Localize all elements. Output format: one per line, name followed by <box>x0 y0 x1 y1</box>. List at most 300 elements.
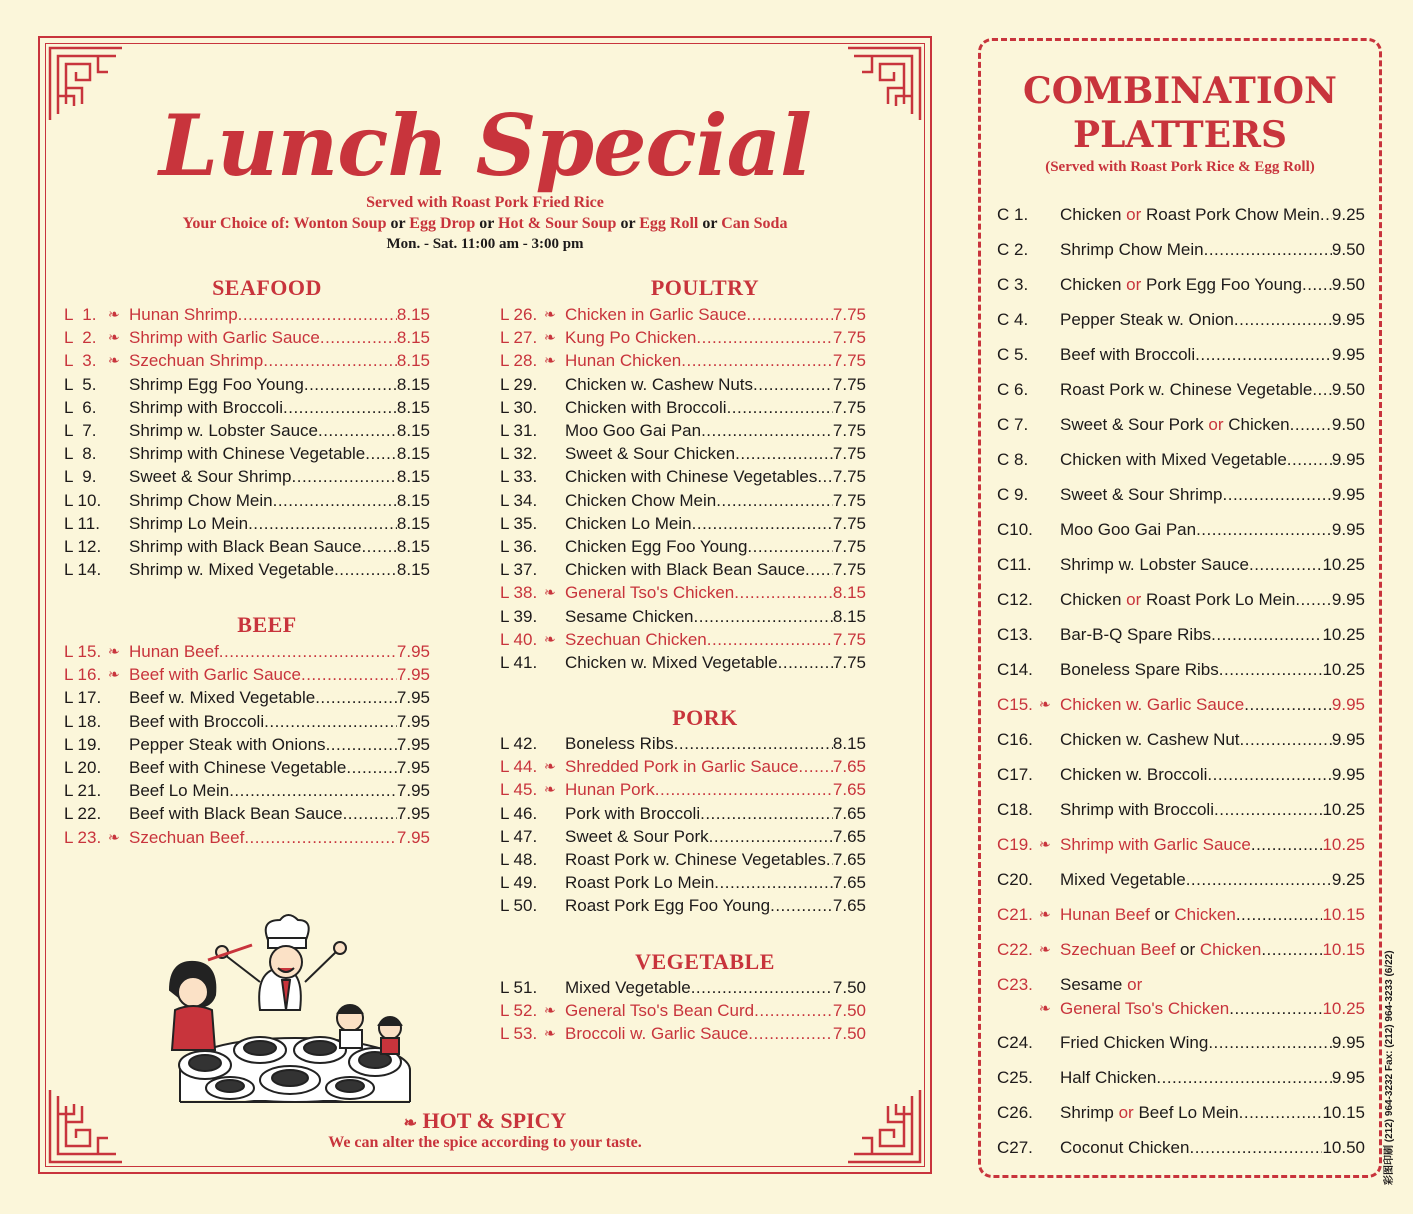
item-name: Sweet & Sour Pork <box>565 826 709 846</box>
item-price: 7.75 <box>832 444 866 464</box>
hot-pepper-icon: ❧ <box>544 1002 556 1019</box>
item-name: Beef with Chinese Vegetable <box>129 758 347 777</box>
item-price: 7.75 <box>832 351 866 371</box>
item-price: 7.95 <box>396 804 430 824</box>
item-price: 9.95 <box>1331 450 1365 469</box>
item-name: Chicken Egg Foo Young <box>565 537 748 556</box>
dot-leader <box>238 303 397 326</box>
combo-item <box>997 867 1365 892</box>
item-name-part: Roast Pork Lo Mein <box>1146 590 1296 609</box>
item-name-part: Half Chicken <box>1060 1068 1157 1087</box>
item-code: L 37. <box>500 560 538 580</box>
dot-leader <box>248 512 397 535</box>
item-name: Shrimp Egg Foo Young <box>129 374 304 394</box>
item-price: 7.65 <box>832 803 866 823</box>
dot-leader <box>1312 377 1332 402</box>
item-price: 7.75 <box>832 490 866 510</box>
dot-leader <box>1156 1065 1332 1090</box>
choice-prefix: Your Choice of: <box>182 215 290 232</box>
item-price: 7.75 <box>832 629 866 649</box>
item-name <box>1060 692 1244 717</box>
item-code: C 5. <box>997 345 1029 364</box>
item-name: Chicken Lo Mein <box>565 513 692 533</box>
item-name: Pepper Steak with Onions <box>129 734 326 754</box>
choice-3: Hot & Sour Soup <box>498 215 617 232</box>
dot-leader <box>263 349 397 372</box>
corner-ornament-bottom-left <box>46 1086 126 1166</box>
dot-leader <box>1204 237 1332 262</box>
item-price: 9.25 <box>1331 870 1365 889</box>
item-price: 8.15 <box>396 490 430 510</box>
item-name-part: Pork Egg Foo Young <box>1146 275 1302 294</box>
combo-title-line2: PLATTERS <box>1073 114 1287 156</box>
hot-pepper-icon: ❧ <box>544 329 556 346</box>
dot-leader <box>1211 622 1322 647</box>
item-price: 7.75 <box>832 421 866 440</box>
item-name <box>1060 937 1261 962</box>
item-code: C 3. <box>997 275 1029 294</box>
item-code: L 49. <box>500 873 538 893</box>
dot-leader <box>1249 552 1322 577</box>
item-code: L 35. <box>500 513 538 533</box>
menu-item-seafood <box>64 535 430 558</box>
item-name-part: Szechuan Beef <box>1060 940 1176 959</box>
item-name <box>1060 832 1251 857</box>
item-name: Shrimp w. Lobster Sauce <box>129 421 318 440</box>
item-name: Shrimp with Garlic Sauce <box>129 328 320 348</box>
combo-subtitle: (Served with Roast Pork Rice & Egg Roll) <box>1045 159 1315 175</box>
item-price: 7.75 <box>832 537 866 556</box>
dot-leader <box>770 894 833 917</box>
dot-leader <box>700 802 833 825</box>
item-name: Chicken w. Mixed Vegetable <box>565 653 778 672</box>
item-price: 7.50 <box>832 978 866 997</box>
combo-item <box>997 272 1365 297</box>
or-word: or <box>1127 975 1143 994</box>
item-price: 9.50 <box>1331 415 1365 434</box>
item-name: Broccoli w. Garlic Sauce <box>565 1024 749 1044</box>
item-price: 9.95 <box>1331 1068 1365 1087</box>
dot-leader <box>754 999 833 1022</box>
or-word: or <box>702 215 718 232</box>
item-code: L 46. <box>500 803 538 823</box>
dot-leader <box>1251 832 1323 857</box>
item-price: 8.15 <box>396 421 430 440</box>
item-name <box>1060 902 1236 927</box>
combo-item <box>997 1030 1365 1055</box>
item-price: 7.75 <box>832 397 866 417</box>
item-code: C 6. <box>997 380 1029 399</box>
item-code: C27. <box>997 1138 1033 1157</box>
combo-title-line1: COMBINATION <box>1023 70 1337 112</box>
item-name-part: Beef Lo Mein <box>1138 1103 1239 1122</box>
choice-2: Egg Drop <box>409 215 476 232</box>
item-code: C22. <box>997 940 1033 959</box>
item-name-part: Chicken w. Cashew Nut <box>1060 730 1240 749</box>
item-price: 9.50 <box>1331 380 1365 399</box>
item-name: Hunan Chicken <box>565 351 682 371</box>
item-name-part: Shrimp with Broccoli <box>1060 800 1214 819</box>
item-name: Hunan Pork <box>565 780 655 800</box>
vegetable-section-title: VEGETABLE <box>635 949 775 974</box>
pork-section-title: PORK <box>672 705 738 730</box>
or-word: or <box>390 215 406 232</box>
menu-item-seafood <box>64 442 430 465</box>
item-name <box>1060 412 1290 437</box>
corner-ornament-top-left <box>46 44 126 124</box>
menu-item-beef <box>64 686 430 709</box>
combo-item <box>997 412 1365 437</box>
choice-5: Can Soda <box>721 215 788 232</box>
hot-pepper-icon: ❧ <box>544 352 556 369</box>
item-name: Sesame Chicken <box>565 606 694 626</box>
item-price: 9.95 <box>1331 765 1365 784</box>
item-name <box>1060 447 1287 472</box>
menu-item-poultry <box>500 419 866 442</box>
item-name: Beef Lo Mein <box>129 781 230 801</box>
item-code: C 1. <box>997 205 1029 224</box>
hot-pepper-icon: ❧ <box>544 584 556 601</box>
dot-leader <box>1240 727 1332 752</box>
item-name-part: Boneless Spare Ribs <box>1060 660 1219 679</box>
dot-leader <box>283 396 397 419</box>
item-name-part: Roast Pork Chow Mein <box>1146 205 1320 224</box>
item-name-part: Sweet & Sour Pork <box>1060 415 1204 434</box>
dot-leader <box>320 326 397 349</box>
dot-leader <box>1207 762 1332 787</box>
menu-item-beef <box>64 733 430 756</box>
item-code: C12. <box>997 590 1033 609</box>
combo-item <box>997 1135 1365 1160</box>
item-name: Chicken in Garlic Sauce <box>565 305 747 324</box>
combination-platters-title <box>981 69 1379 157</box>
item-code: L 11. <box>64 513 100 533</box>
dot-leader <box>346 756 397 779</box>
item-price: 7.75 <box>832 467 866 487</box>
item-name <box>1060 517 1196 542</box>
combo-item <box>997 797 1365 822</box>
item-price: 10.25 <box>1322 660 1365 679</box>
item-price: 9.95 <box>1331 310 1365 329</box>
item-code: C14. <box>997 660 1033 679</box>
item-code: L 14. <box>64 560 102 580</box>
item-price: 10.15 <box>1322 940 1365 959</box>
item-name: Hunan Beef <box>129 642 219 661</box>
item-price: 8.15 <box>396 537 430 556</box>
menu-item-beef <box>64 640 430 663</box>
dot-leader <box>301 663 397 686</box>
item-code: L 42. <box>500 734 538 753</box>
combo-item <box>997 832 1365 857</box>
item-code: L 28. <box>500 351 538 371</box>
combo-item <box>997 657 1365 682</box>
item-name: Shrimp Lo Mein <box>129 513 249 533</box>
item-code: L 53. <box>500 1024 538 1044</box>
item-price: 7.75 <box>832 328 866 348</box>
dot-leader <box>365 442 397 465</box>
item-price: 8.15 <box>396 351 430 371</box>
menu-item-pork <box>500 778 866 801</box>
dot-leader <box>229 779 397 802</box>
item-code: C25. <box>997 1068 1033 1087</box>
item-name: Szechuan Beef <box>129 827 245 847</box>
item-price: 8.15 <box>832 734 866 753</box>
item-price: 7.50 <box>832 1024 866 1044</box>
item-price: 9.95 <box>1331 520 1365 539</box>
dot-leader <box>701 419 833 442</box>
dot-leader <box>1189 1135 1322 1160</box>
item-code: L 6. <box>64 397 97 417</box>
combo-item <box>997 447 1365 472</box>
item-name <box>1060 727 1240 752</box>
dot-leader <box>709 825 833 848</box>
menu-item-poultry <box>500 303 866 326</box>
or-word: or <box>1154 905 1170 924</box>
hot-pepper-icon: ❧ <box>108 306 120 322</box>
item-code: C18. <box>997 800 1033 819</box>
item-code: L 47. <box>500 826 538 846</box>
dot-leader <box>716 489 833 512</box>
hot-pepper-icon: ❧ <box>108 828 120 845</box>
dot-leader <box>244 826 397 849</box>
menu-item-vegetable <box>500 1022 866 1045</box>
item-name: Szechuan Chicken <box>565 629 707 649</box>
combo-item <box>997 727 1365 752</box>
item-code: L 26. <box>500 305 538 324</box>
dot-leader <box>1239 1100 1323 1125</box>
dot-leader <box>1229 996 1322 1021</box>
item-name <box>1060 1030 1208 1055</box>
item-name-part: Chicken <box>1060 590 1122 609</box>
dot-leader <box>753 373 833 396</box>
dot-leader <box>735 442 833 465</box>
menu-item-poultry <box>500 512 866 535</box>
item-price: 10.15 <box>1322 1103 1365 1122</box>
item-code: C10. <box>997 520 1033 539</box>
hot-spicy-heading <box>40 1108 930 1134</box>
item-name: Szechuan Shrimp <box>129 351 264 371</box>
dot-leader <box>747 535 832 558</box>
chef-family-illustration <box>160 910 415 1110</box>
item-name <box>1060 342 1195 367</box>
item-name-part: Shrimp w. Lobster Sauce <box>1060 555 1249 574</box>
item-name-part: Coconut Chicken <box>1060 1138 1190 1157</box>
item-code: L 31. <box>500 421 538 440</box>
item-code: L 19. <box>64 734 102 754</box>
dot-leader <box>748 1022 833 1045</box>
item-name: Roast Pork Egg Foo Young <box>565 896 771 916</box>
menu-item-seafood <box>64 419 430 442</box>
item-name-part: Sesame <box>1060 975 1123 994</box>
item-name: Mixed Vegetable <box>565 978 691 997</box>
item-price: 9.95 <box>1331 730 1365 749</box>
item-code: C17. <box>997 765 1033 784</box>
item-name: Beef with Black Bean Sauce <box>129 804 343 824</box>
item-name-part: Sweet & Sour Shrimp <box>1060 485 1223 504</box>
item-name-part: Chicken <box>1228 415 1290 434</box>
dot-leader <box>273 489 397 512</box>
item-price: 8.15 <box>396 444 430 464</box>
item-code: L 1. <box>64 305 97 324</box>
item-name-part: Chicken <box>1060 275 1122 294</box>
item-name-part: Roast Pork w. Chinese Vegetable <box>1060 380 1313 399</box>
dot-leader <box>714 871 833 894</box>
dot-leader <box>219 640 397 663</box>
menu-item-seafood <box>64 349 430 372</box>
item-price: 10.15 <box>1322 905 1365 924</box>
dot-leader <box>264 710 397 733</box>
item-name: Shrimp w. Mixed Vegetable <box>129 560 335 580</box>
item-code: C 7. <box>997 415 1029 434</box>
item-code: L 51. <box>500 978 538 997</box>
item-code: L 45. <box>500 780 538 800</box>
dot-leader <box>817 465 833 488</box>
item-name: Beef with Broccoli <box>129 711 265 731</box>
or-word: or <box>1118 1103 1134 1122</box>
combo-item <box>997 552 1365 577</box>
item-price: 7.65 <box>832 873 866 893</box>
item-code: L 20. <box>64 758 102 777</box>
item-code: L 17. <box>64 688 102 708</box>
dot-leader <box>826 848 833 871</box>
item-code: L 18. <box>64 711 102 731</box>
item-name <box>1060 1135 1189 1160</box>
item-name: Shrimp Chow Mein <box>129 490 273 510</box>
item-name: Hunan Shrimp <box>129 305 238 324</box>
dot-leader <box>798 755 833 778</box>
combo-item <box>997 482 1365 507</box>
item-price: 7.75 <box>832 305 866 324</box>
item-name: Chicken w. Cashew Nuts <box>565 374 754 394</box>
or-word: or <box>1126 205 1142 224</box>
lunch-special-panel <box>38 36 932 1174</box>
item-name-part: Fried Chicken Wing <box>1060 1033 1209 1052</box>
item-name-part: Pepper Steak w. Onion <box>1060 310 1234 329</box>
item-name <box>1060 1065 1156 1090</box>
item-code: C24. <box>997 1033 1033 1052</box>
item-price: 7.95 <box>396 642 430 661</box>
item-code: L 32. <box>500 444 538 464</box>
item-code: L 40. <box>500 629 538 649</box>
item-name-part: General Tso's Chicken <box>1060 999 1230 1018</box>
item-price: 7.75 <box>832 513 866 533</box>
dot-leader <box>1219 657 1323 682</box>
menu-item-poultry <box>500 581 866 604</box>
hot-pepper-icon: ❧ <box>1039 836 1051 852</box>
menu-item-poultry <box>500 373 866 396</box>
item-code: L 3. <box>64 351 97 371</box>
item-price: 9.95 <box>1331 485 1365 504</box>
item-price: 7.65 <box>832 826 866 846</box>
item-price: 9.95 <box>1331 1033 1365 1052</box>
menu-item-pork <box>500 825 866 848</box>
item-name <box>1060 972 1142 997</box>
dot-leader <box>655 778 833 801</box>
menu-item-pork <box>500 732 866 755</box>
hot-pepper-icon: ❧ <box>544 630 556 647</box>
item-price: 7.50 <box>832 1001 866 1021</box>
dot-leader <box>778 651 833 674</box>
or-word: or <box>1180 940 1196 959</box>
hours-text: Mon. - Sat. 11:00 am - 3:00 pm <box>386 236 584 252</box>
corner-ornament-bottom-right <box>844 1086 924 1166</box>
item-name: Chicken with Black Bean Sauce <box>565 560 806 580</box>
item-name: Roast Pork Lo Mein <box>565 873 715 893</box>
dot-leader <box>1320 202 1332 227</box>
item-code: L 10. <box>64 490 102 510</box>
item-name-part: Chicken <box>1174 905 1236 924</box>
menu-item-beef <box>64 826 430 849</box>
dot-leader <box>1244 692 1332 717</box>
menu-item-poultry <box>500 605 866 628</box>
dot-leader <box>691 976 833 999</box>
item-name <box>1060 622 1211 647</box>
item-name <box>1060 237 1204 262</box>
dot-leader <box>692 512 833 535</box>
dot-leader <box>292 465 397 488</box>
item-name <box>1060 482 1223 507</box>
combo-item <box>997 902 1365 927</box>
item-code: L 50. <box>500 896 538 916</box>
item-code: L 9. <box>64 467 97 487</box>
item-code: L 36. <box>500 537 538 556</box>
dot-leader <box>1214 797 1322 822</box>
hot-pepper-icon: ❧ <box>1039 1000 1051 1016</box>
item-price: 8.15 <box>832 606 866 626</box>
item-name: General Tso's Bean Curd <box>565 1001 755 1021</box>
item-name: Shrimp with Broccoli <box>129 397 283 417</box>
item-code: C16. <box>997 730 1033 749</box>
item-name-part: Mixed Vegetable <box>1060 870 1186 889</box>
item-code: L 5. <box>64 374 97 394</box>
dot-leader <box>674 732 833 755</box>
item-name <box>1060 307 1234 332</box>
menu-item-poultry <box>500 442 866 465</box>
item-price: 7.75 <box>832 374 866 394</box>
item-price: 10.50 <box>1322 1138 1365 1157</box>
item-name: Chicken with Broccoli <box>565 397 727 417</box>
item-name: Beef w. Mixed Vegetable <box>129 688 316 708</box>
item-name: Shredded Pork in Garlic Sauce <box>565 757 799 777</box>
item-price: 7.95 <box>396 827 430 847</box>
item-price: 8.15 <box>396 560 430 580</box>
combo-item <box>997 622 1365 647</box>
lunch-special-title: Lunch Special <box>159 96 811 195</box>
menu-item-beef <box>64 802 430 825</box>
dot-leader <box>696 326 833 349</box>
item-name <box>1060 377 1312 402</box>
item-price: 9.25 <box>1331 205 1365 224</box>
menu-item-seafood <box>64 373 430 396</box>
item-name-part: Bar-B-Q Spare Ribs <box>1060 625 1212 644</box>
combo-item <box>997 1100 1365 1125</box>
hot-pepper-icon: ❧ <box>544 306 556 322</box>
item-price: 8.15 <box>396 513 430 533</box>
item-price: 10.25 <box>1322 835 1365 854</box>
menu-item-vegetable <box>500 999 866 1022</box>
menu-item-seafood <box>64 558 430 581</box>
hot-pepper-icon: ❧ <box>1039 941 1051 957</box>
item-code: L 15. <box>64 642 102 661</box>
poultry-section-title: POULTRY <box>650 275 760 300</box>
item-code: L 23. <box>64 827 102 847</box>
choice-1: Wonton Soup <box>293 215 387 232</box>
item-price: 8.15 <box>396 397 430 417</box>
menu-item-poultry <box>500 535 866 558</box>
item-code: C21. <box>997 905 1033 924</box>
item-name <box>1060 762 1207 787</box>
item-price: 10.25 <box>1322 999 1365 1018</box>
